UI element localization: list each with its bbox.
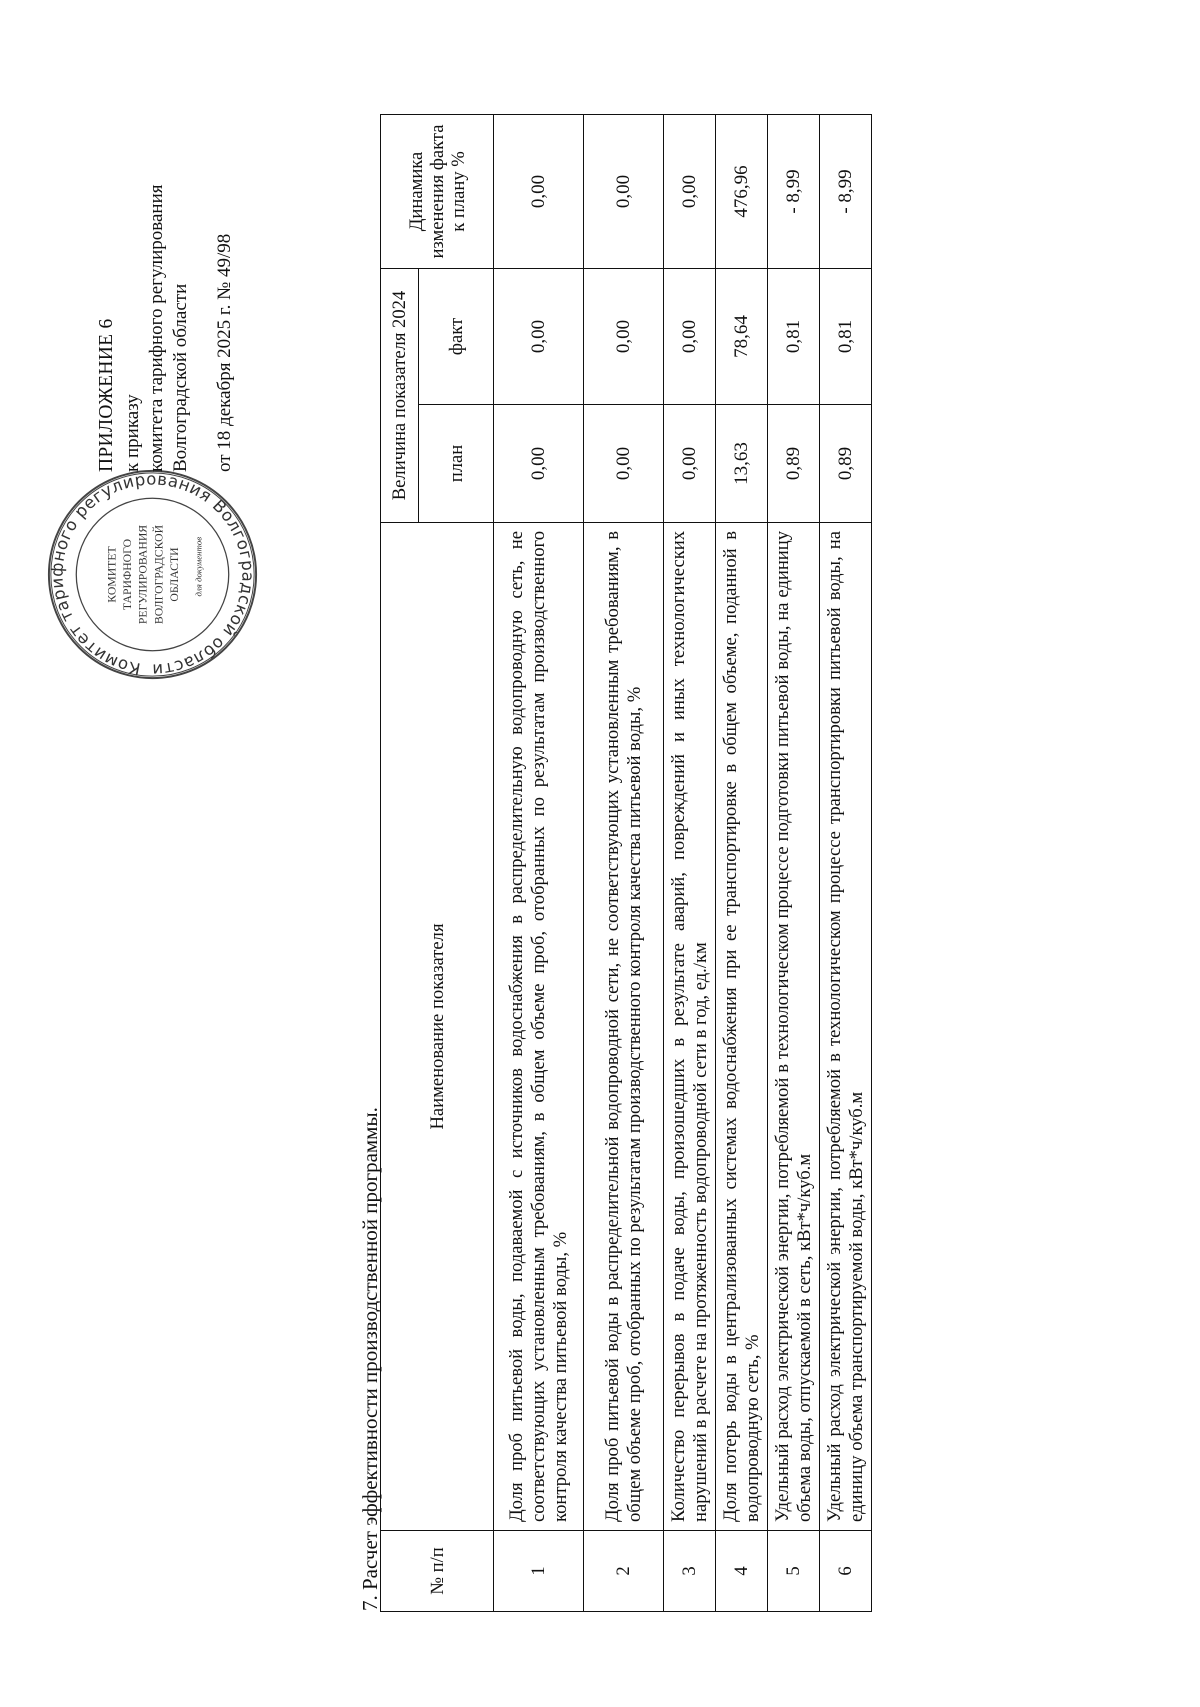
appendix-line-1: к приказу [122, 394, 143, 472]
row-number: 4 [716, 1531, 768, 1612]
row-name: Удельный расход электрической энергии, потребляемой в технологическом процессе подготовки питьевой воды, на единицу объема воды, отпускаемой в сеть, кВт*ч/куб.м [768, 523, 820, 1531]
header-plan: план [419, 405, 494, 523]
row-dynamics: 0,00 [494, 114, 584, 268]
seal-line-3: РЕГУЛИРОВАНИЯ [136, 524, 150, 625]
row-name: Удельный расход электрической энергии, потребляемой в технологическом процессе транспортировки питьевой воды, на единицу объема транспортируемой воды, кВт*ч/куб.м [820, 523, 872, 1531]
row-number: 2 [584, 1531, 664, 1612]
row-dynamics: - 8,99 [768, 114, 820, 268]
row-plan: 0,00 [584, 405, 664, 523]
row-fact: 0,81 [768, 268, 820, 404]
row-dynamics: 476,96 [716, 114, 768, 268]
seal-graphic [45, 467, 260, 682]
row-plan: 0,00 [494, 405, 584, 523]
seal-line-4: ВОЛГОГРАДСКОЙ [152, 524, 166, 625]
appendix-date: от 18 декабря 2025 г. № 49/98 [214, 233, 235, 472]
row-fact: 0,00 [664, 268, 716, 404]
header-row-1 [381, 114, 419, 1611]
table-row [494, 114, 584, 1611]
row-plan: 13,63 [716, 405, 768, 523]
row-plan: 0,00 [664, 405, 716, 523]
row-dynamics: 0,00 [584, 114, 664, 268]
seal-line-5: ОБЛАСТИ [167, 547, 181, 602]
table-row [664, 114, 716, 1611]
appendix-line-3: Волгоградской области [170, 283, 191, 472]
row-dynamics: 0,00 [664, 114, 716, 268]
header-fact: факт [419, 268, 494, 404]
row-name: Доля потерь воды в централизованных системах водоснабжения при ее транспортировке в общем объеме, поданной в водопроводную сеть, % [716, 523, 768, 1531]
row-name: Доля проб питьевой воды, подаваемой с источников водоснабжения в распределительную водопроводную сеть, не соответствующих установленным требованиям, в общем объеме проб, отобранных по результатам производственного контроля качества питьевой воды, % [494, 523, 584, 1531]
table-row [820, 114, 872, 1611]
row-fact: 0,81 [820, 268, 872, 404]
row-plan: 0,89 [768, 405, 820, 523]
section-title: 7. Расчет эффективности производственной программы. [358, 1107, 382, 1611]
seal-bottom-text: для документов [193, 536, 204, 597]
header-number: № п/п [381, 1531, 494, 1612]
appendix-line-2: комитета тарифного регулирования [146, 184, 167, 472]
row-fact: 78,64 [716, 268, 768, 404]
table-row [584, 114, 664, 1611]
header-name: Наименование показателя [381, 523, 494, 1531]
appendix-title: ПРИЛОЖЕНИЕ 6 [96, 318, 117, 472]
appendix-header [95, 184, 237, 472]
seal-line-2: ТАРИФНОГО [121, 538, 134, 611]
table-row [768, 114, 820, 1611]
row-number: 1 [494, 1531, 584, 1612]
row-number: 3 [664, 1531, 716, 1612]
seal-outer-text: Комитет тарифного регулирования Волгоградской области [47, 469, 258, 680]
row-name: Количество перерывов в подаче воды, произошедших в результате аварий, повреждений и иных технологических нарушений в расчете на протяженность водопроводной сети в год, ед./км [664, 523, 716, 1531]
row-number: 5 [768, 1531, 820, 1612]
header-value-group: Величина показателя 2024 [381, 268, 419, 522]
row-number: 6 [820, 1531, 872, 1612]
table-row [716, 114, 768, 1611]
row-dynamics: - 8,99 [820, 114, 872, 268]
seal-line-1: КОМИТЕТ [105, 546, 119, 603]
official-seal [45, 467, 260, 682]
efficiency-table [380, 114, 872, 1612]
header-dynamics: Динамика изменения факта к плану % [381, 114, 494, 268]
row-name: Доля проб питьевой воды в распределительной водопроводной сети, не соответствующих установленным требованиям, в общем объеме проб, отобранных по результатам производственного контроля качества питьевой воды, % [584, 523, 664, 1531]
row-fact: 0,00 [584, 268, 664, 404]
row-plan: 0,89 [820, 405, 872, 523]
row-fact: 0,00 [494, 268, 584, 404]
